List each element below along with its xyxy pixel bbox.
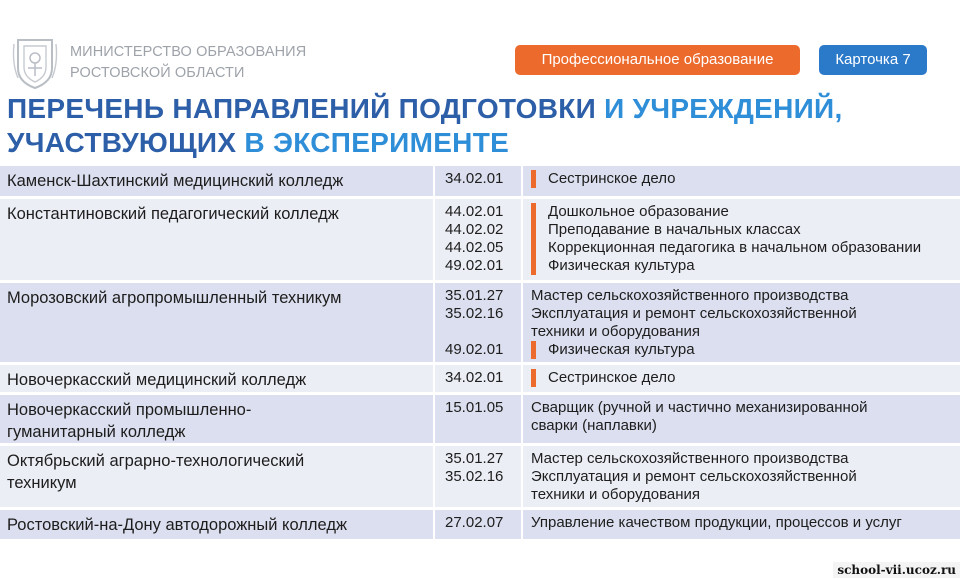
institutions-table [0, 163, 960, 539]
program-code: 35.02.16 [445, 305, 504, 322]
program-name: Коррекционная педагогика в начальном образовании [531, 239, 960, 257]
title-line-2-part-2: В ЭКСПЕРИМЕНТЕ [244, 127, 510, 158]
title-line-2-part-1: УЧАСТВУЮЩИХ [7, 127, 245, 158]
programs-cell [522, 282, 960, 364]
program-name: сварки (наплавки) [531, 417, 657, 434]
institution-cell [0, 165, 434, 198]
table-row [0, 394, 960, 445]
programs-cell [522, 364, 960, 394]
codes-cell [434, 509, 522, 539]
program-name: Дошкольное образование [531, 203, 960, 221]
institution-cell [0, 198, 434, 282]
program-name: техники и оборудования [531, 323, 701, 340]
institution-name: техникум [7, 474, 77, 492]
programs-cell [522, 165, 960, 198]
codes-cell [434, 394, 522, 445]
institution-name: Ростовский-на-Дону автодорожный колледж [7, 516, 347, 534]
professional-education-badge: Профессиональное образование [515, 45, 800, 75]
table-row [0, 364, 960, 394]
institution-cell [0, 509, 434, 539]
table-row [0, 282, 960, 364]
ministry-line-2: РОСТОВСКОЙ ОБЛАСТИ [70, 65, 245, 81]
programs-cell [522, 394, 960, 445]
institution-cell [0, 394, 434, 445]
coat-of-arms-icon [10, 34, 60, 90]
slide-header [0, 0, 960, 92]
codes-cell [434, 282, 522, 364]
program-code: 35.02.16 [445, 468, 504, 485]
codes-cell [434, 198, 522, 282]
institution-name: гуманитарный колледж [7, 423, 186, 441]
institution-name: Новочеркасский медицинский колледж [7, 371, 307, 389]
institution-name: Константиновский педагогический колледж [7, 205, 339, 223]
program-name: Сварщик (ручной и частично механизированной [531, 399, 868, 416]
title-line-1 [7, 92, 843, 126]
card-number-badge: Карточка 7 [819, 45, 927, 75]
program-name: техники и оборудования [531, 486, 701, 503]
program-code: 49.02.01 [445, 341, 504, 358]
program-name: Преподавание в начальных классах [531, 221, 960, 239]
page-title [7, 92, 843, 160]
programs-cell [522, 445, 960, 509]
program-name: Управление качеством продукции, процессов и услуг [531, 514, 902, 531]
program-name: Физическая культура [531, 341, 960, 359]
ministry-line-1: МИНИСТЕРСТВО ОБРАЗОВАНИЯ [70, 44, 307, 60]
program-name: Сестринское дело [531, 369, 960, 387]
table-row [0, 165, 960, 198]
program-name: Эксплуатация и ремонт сельскохозяйственной [531, 468, 857, 485]
title-line-1-part-1: ПЕРЕЧЕНЬ НАПРАВЛЕНИЙ ПОДГОТОВКИ [7, 93, 605, 124]
table-row [0, 198, 960, 282]
program-name: Мастер сельскохозяйственного производства [531, 287, 849, 304]
program-code: 49.02.01 [445, 257, 504, 274]
institution-name: Октябрьский аграрно-технологический [7, 452, 305, 470]
program-name: Эксплуатация и ремонт сельскохозяйственной [531, 305, 857, 322]
program-code: 15.01.05 [445, 399, 504, 416]
institution-cell [0, 364, 434, 394]
title-line-2 [7, 126, 843, 160]
site-watermark: school-vii.ucoz.ru [833, 562, 960, 578]
program-name: Сестринское дело [531, 170, 960, 188]
program-name: Мастер сельскохозяйственного производства [531, 450, 849, 467]
program-code: 35.01.27 [445, 287, 504, 304]
institution-name: Морозовский агропромышленный техникум [7, 289, 342, 307]
ministry-name [70, 42, 306, 84]
title-line-1-part-2: И УЧРЕЖДЕНИЙ, [604, 93, 843, 124]
program-name: Физическая культура [531, 257, 960, 275]
table-row [0, 509, 960, 539]
program-code [445, 323, 521, 341]
program-code: 44.02.02 [445, 221, 504, 238]
codes-cell [434, 364, 522, 394]
programs-cell [522, 509, 960, 539]
program-code: 44.02.01 [445, 203, 504, 220]
institution-cell [0, 445, 434, 509]
institution-name: Каменск-Шахтинский медицинский колледж [7, 172, 344, 190]
program-code: 44.02.05 [445, 239, 504, 256]
codes-cell [434, 445, 522, 509]
program-code: 34.02.01 [445, 170, 504, 187]
programs-cell [522, 198, 960, 282]
table-row [0, 445, 960, 509]
institution-name: Новочеркасский промышленно- [7, 401, 252, 419]
program-code: 34.02.01 [445, 369, 504, 386]
institution-cell [0, 282, 434, 364]
codes-cell [434, 165, 522, 198]
program-code: 35.01.27 [445, 450, 504, 467]
program-code: 27.02.07 [445, 514, 504, 531]
